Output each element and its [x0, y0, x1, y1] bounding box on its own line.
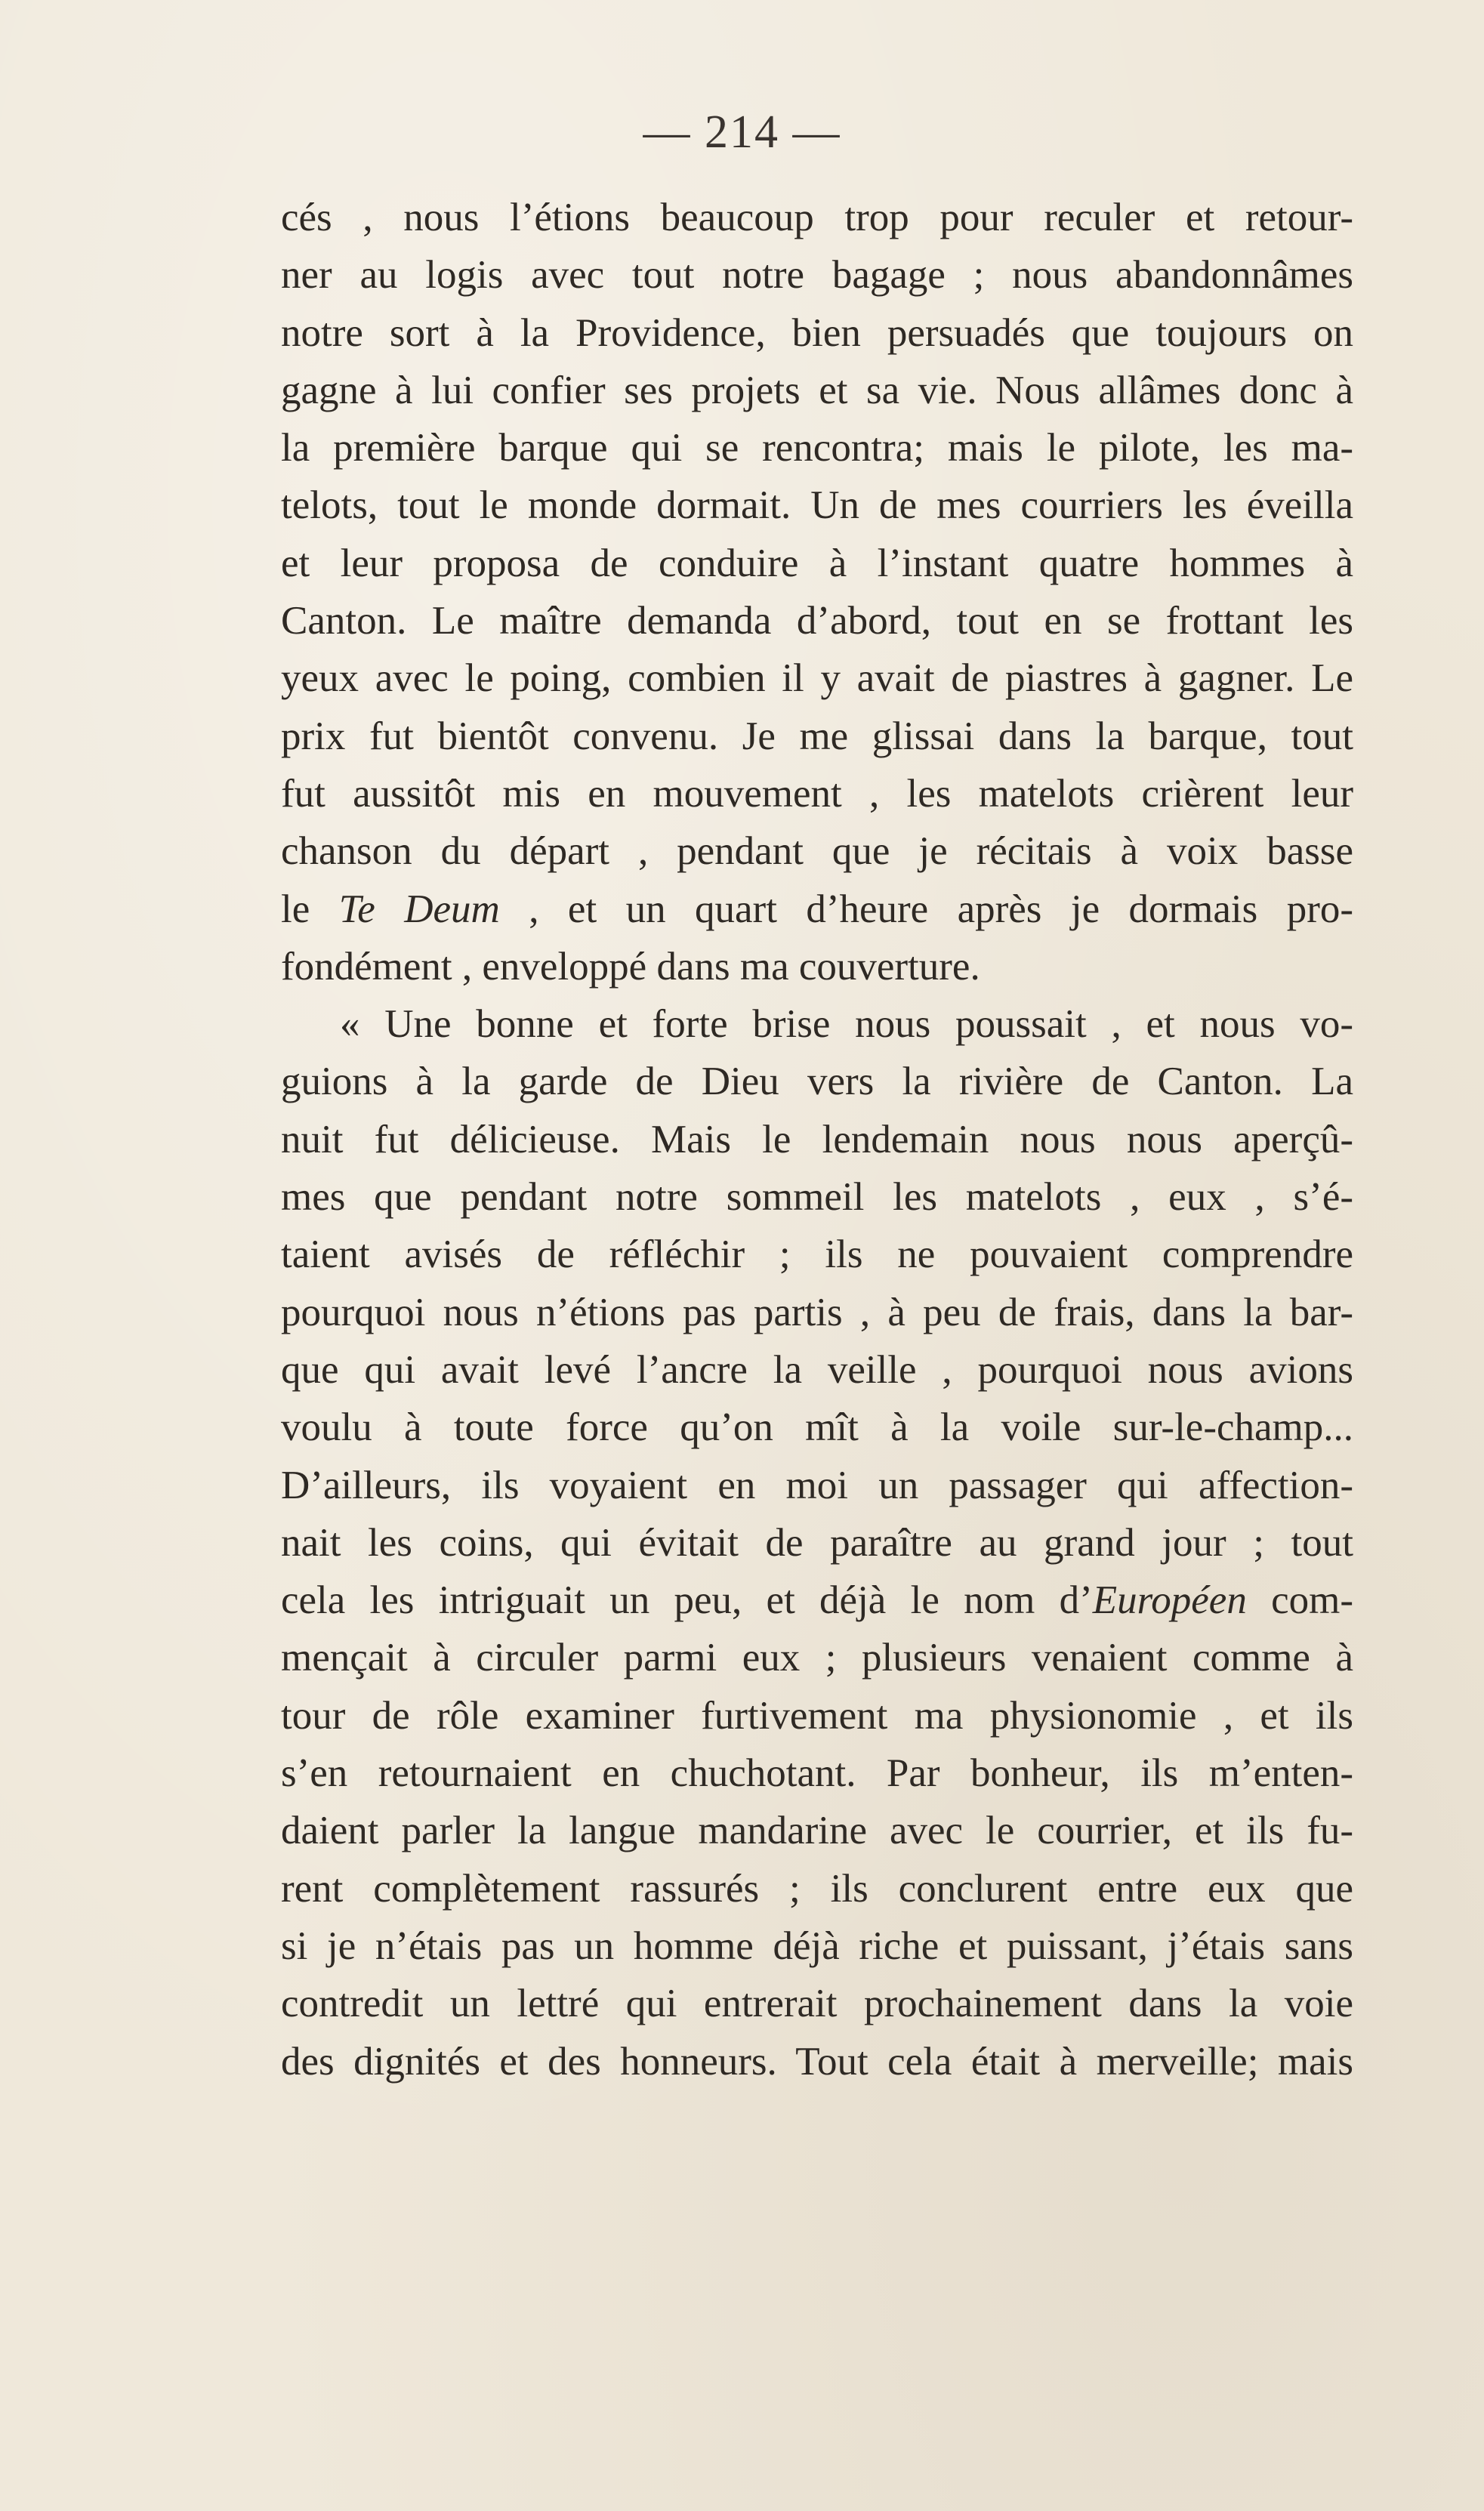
text-line: notre sort à la Providence, bien persuadés que toujours on: [281, 310, 1353, 355]
text-line: « Une bonne et forte brise nous poussait , et nous vo-: [340, 1002, 1353, 1047]
text-line: chanson du départ , pendant que je récitais à voix basse: [281, 829, 1353, 874]
text-line: cés , nous l’étions beaucoup trop pour reculer et retour-: [281, 196, 1353, 239]
text-line: [281, 1572, 1353, 1629]
text-line: ner au logis avec tout notre bagage ; nous abandonnâmes: [281, 253, 1353, 298]
text-fragment: , et un quart d’heure après je dormais pro-: [499, 887, 1354, 931]
text-line: taient avisés de réfléchir ; ils ne pouvaient comprendre: [281, 1232, 1353, 1277]
text-line: D’ailleurs, ils voyaient en moi un passager qui affection-: [281, 1463, 1353, 1507]
page-number: — 214 —: [643, 106, 841, 158]
text-line: s’en retournaient en chuchotant. Par bonheur, ils m’enten-: [281, 1751, 1353, 1796]
text-line: mençait à circuler parmi eux ; plusieurs venaient comme à: [281, 1636, 1353, 1680]
text-line: gagne à lui confier ses projets et sa vie. Nous allâmes donc à: [281, 368, 1353, 412]
text-fragment: cela les intriguait un peu, et déjà le nom d’: [281, 1578, 1093, 1623]
italic-title: Te Deum: [338, 887, 500, 931]
text-line: fondément , enveloppé dans ma couverture.: [281, 944, 980, 989]
text-line: nait les coins, qui évitait de paraître au grand jour ; tout: [281, 1520, 1353, 1565]
text-line: guions à la garde de Dieu vers la rivière de Canton. La: [281, 1060, 1353, 1104]
text-line: tour de rôle examiner furtivement ma physionomie , et ils: [281, 1693, 1353, 1738]
text-line: daient parler la langue mandarine avec le courrier, et ils fu-: [281, 1809, 1353, 1853]
italic-word: Européen: [1092, 1578, 1247, 1623]
text-line: des dignités et des honneurs. Tout cela était à merveille; mais: [281, 2039, 1353, 2084]
text-line: Canton. Le maître demanda d’abord, tout en se frottant les: [281, 599, 1353, 643]
body-text: [281, 189, 1353, 2090]
text-line: prix fut bientôt convenu. Je me glissai dans la barque, tout: [281, 714, 1353, 758]
text-line: telots, tout le monde dormait. Un de mes courriers les éveilla: [281, 483, 1353, 528]
text-line: pourquoi nous n’étions pas partis , à peu de frais, dans la bar-: [281, 1290, 1353, 1334]
text-line: que qui avait levé l’ancre la veille , pourquoi nous avions: [281, 1347, 1353, 1392]
text-line: [281, 881, 1353, 938]
text-line: contredit un lettré qui entrerait prochainement dans la voie: [281, 1982, 1353, 2026]
text-line: mes que pendant notre sommeil les matelots , eux , s’é-: [281, 1175, 1353, 1220]
text-fragment: com-: [1246, 1578, 1354, 1623]
text-line: la première barque qui se rencontra; mais le pilote, les ma-: [281, 426, 1353, 470]
text-fragment: le: [281, 887, 339, 931]
text-line: fut aussitôt mis en mouvement , les matelots crièrent leur: [281, 771, 1353, 816]
text-line: nuit fut délicieuse. Mais le lendemain nous nous aperçû-: [281, 1117, 1353, 1161]
text-line: voulu à toute force qu’on mît à la voile sur-le-champ...: [281, 1405, 1353, 1450]
text-line: rent complètement rassurés ; ils conclurent entre eux que: [281, 1866, 1353, 1911]
text-line: si je n’étais pas un homme déjà riche et puissant, j’étais sans: [281, 1923, 1353, 1968]
text-line: et leur proposa de conduire à l’instant quatre hommes à: [281, 541, 1353, 585]
text-line: yeux avec le poing, combien il y avait de piastres à gagner. Le: [281, 656, 1353, 701]
